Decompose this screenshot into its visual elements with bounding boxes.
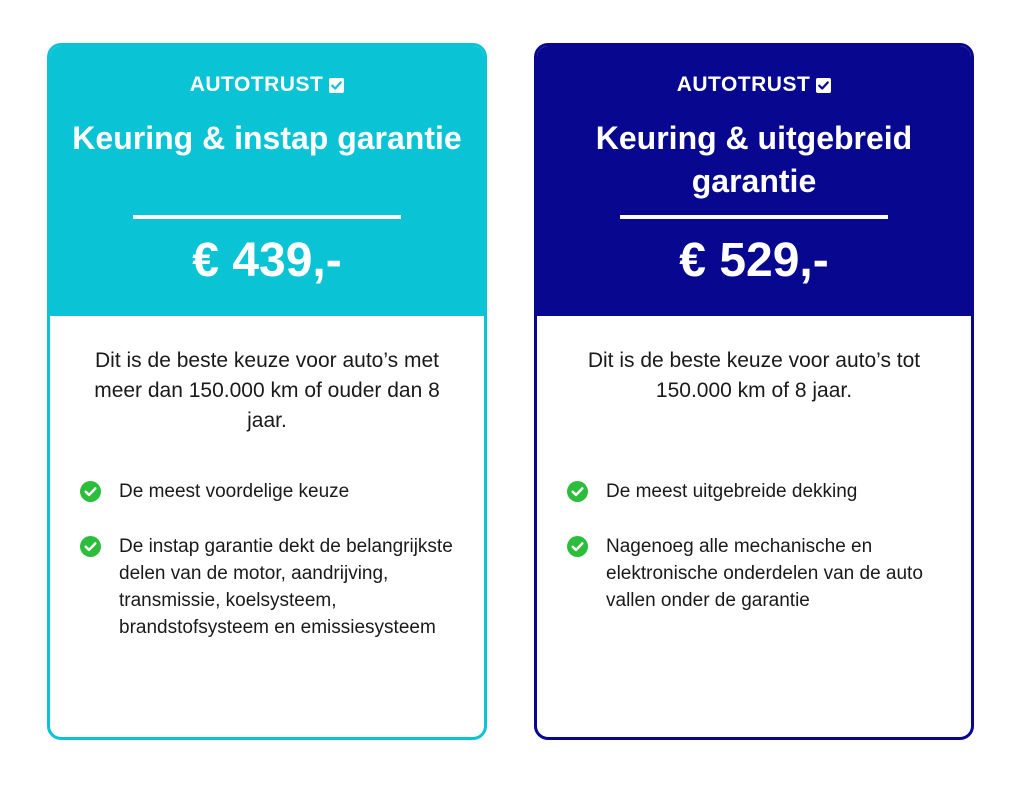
feature-text: De instap garantie dekt de belangrijkste delen van de motor, aandrijving, transmissie, koelsysteem, brandstofsysteem en emissiesysteem (119, 536, 453, 638)
brand-logo (537, 72, 971, 98)
plan-intro: Dit is de beste keuze voor auto’s met meer dan 150.000 km of ouder dan 8 jaar. (94, 349, 440, 432)
brand-name: AUTOTRUST (676, 73, 811, 96)
plan-card-body (50, 316, 484, 641)
plan-card-header (50, 46, 484, 316)
feature-list (80, 478, 454, 641)
plan-intro: Dit is de beste keuze voor auto’s tot 150.000 km of 8 jaar. (587, 349, 921, 402)
plan-title: Keuring & uitgebreid garantie (595, 120, 913, 199)
plan-card-uitgebreid (534, 43, 974, 740)
plan-card-header (537, 46, 971, 316)
feature-text: De meest uitgebreide dekking (606, 481, 858, 502)
title-divider (133, 215, 401, 219)
feature-text: Nagenoeg alle mechanische en elektronische onderdelen van de auto vallen onder de garantie (606, 536, 923, 611)
plan-price: € 439,- (192, 234, 342, 287)
title-divider (620, 215, 888, 219)
check-box-icon (329, 78, 344, 93)
green-check-icon (567, 536, 588, 557)
feature-text: De meest voordelige keuze (119, 481, 350, 502)
list-item (567, 478, 941, 505)
check-box-icon (816, 78, 831, 93)
green-check-icon (567, 481, 588, 502)
green-check-icon (80, 481, 101, 502)
plan-price: € 529,- (679, 234, 829, 287)
brand-name: AUTOTRUST (189, 73, 324, 96)
brand-logo (50, 72, 484, 98)
plan-card-body (537, 316, 971, 614)
list-item (80, 533, 454, 641)
plan-card-instap (47, 43, 487, 740)
feature-list (567, 478, 941, 614)
plan-title: Keuring & instap garantie (72, 120, 462, 156)
list-item (567, 533, 941, 614)
list-item (80, 478, 454, 505)
green-check-icon (80, 536, 101, 557)
